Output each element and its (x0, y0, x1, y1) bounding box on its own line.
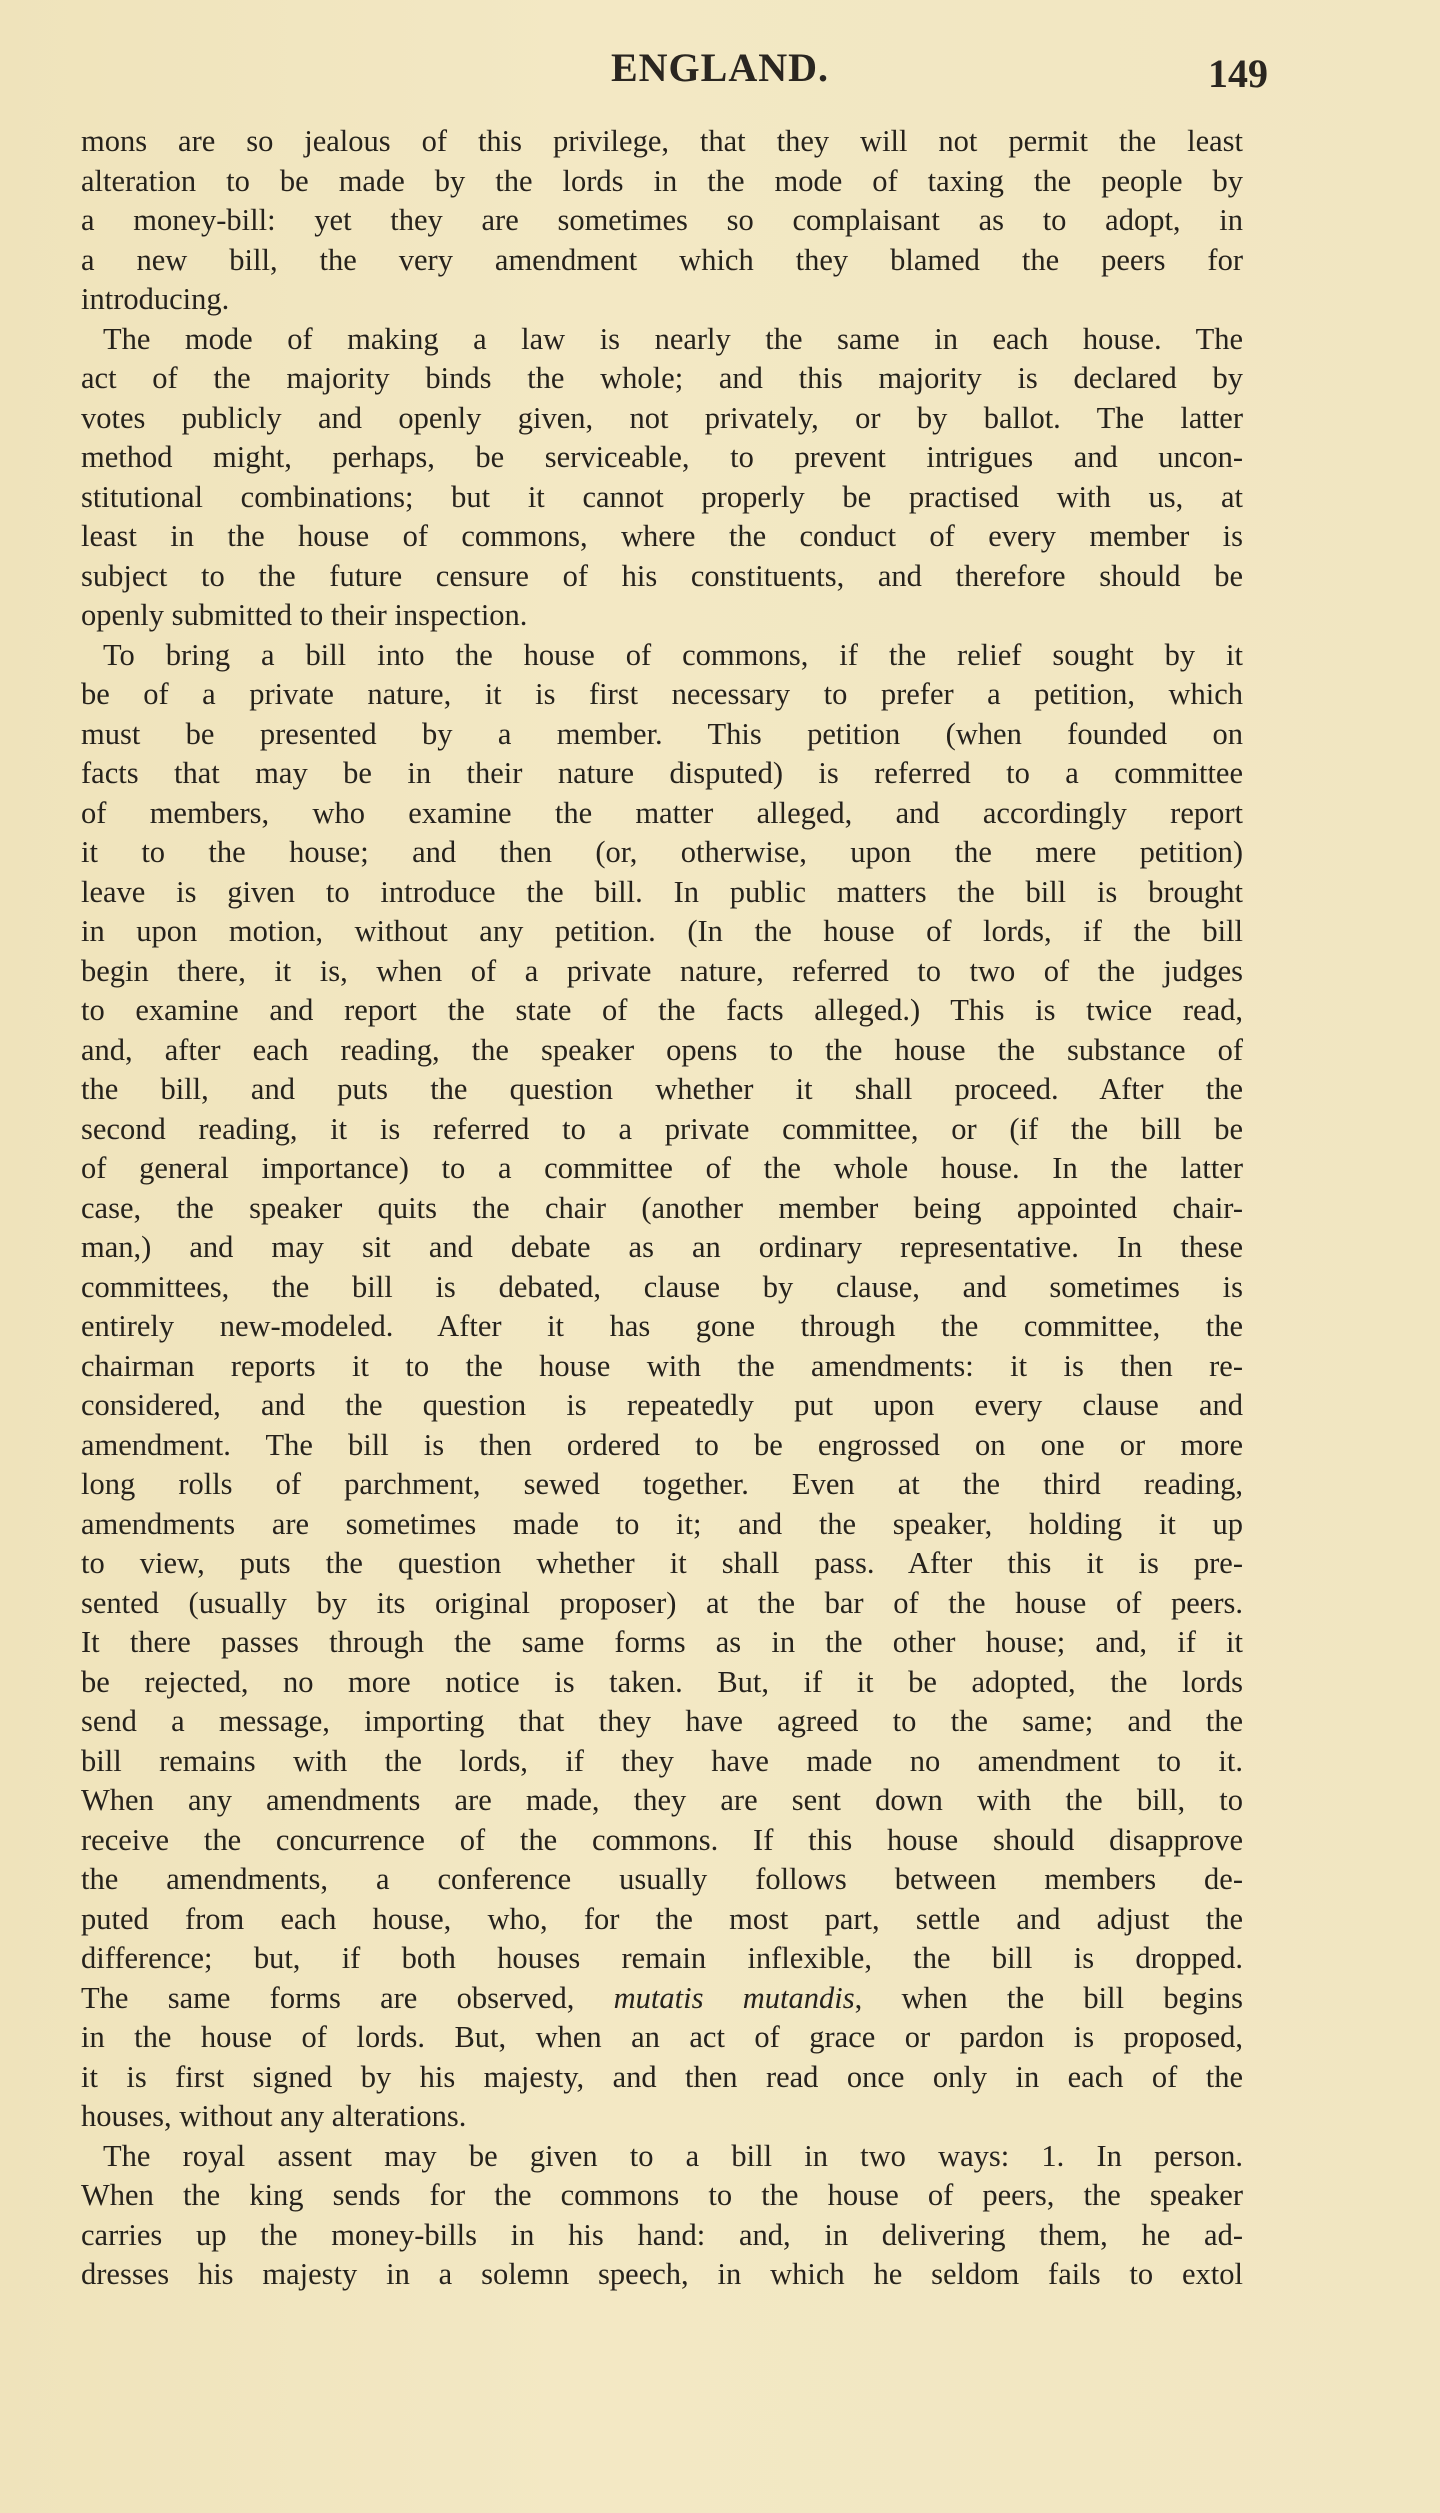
text-line: bill remains with the lords, if they have made no amendment to it. (81, 1743, 1243, 1778)
text-line: stitutional combinations; but it cannot properly be practised with us, at (81, 479, 1243, 514)
text-line: begin there, it is, when of a private nature, referred to two of the judges (81, 953, 1243, 988)
text-line: dresses his majesty in a solemn speech, in which he seldom fails to extol (81, 2257, 1243, 2291)
text-line: It there passes through the same forms as in the other house; and, if it (81, 1625, 1243, 1659)
text-line: introducing. (81, 282, 230, 316)
text-line: send a message, importing that they have agreed to the same; and the (81, 1704, 1243, 1738)
text-line: committees, the bill is debated, clause by clause, and sometimes is (81, 1269, 1243, 1304)
text-line: to view, puts the question whether it shall pass. After this it is pre- (81, 1546, 1243, 1580)
page-number: 149 (1208, 51, 1268, 96)
text-line: second reading, it is referred to a private committee, or (if the bill be (81, 1111, 1243, 1146)
text-line: To bring a bill into the house of commons, if the relief sought by it (103, 637, 1243, 672)
text-line: votes publicly and openly given, not privately, or by ballot. The latter (81, 400, 1243, 435)
text-line: amendments are sometimes made to it; and the speaker, holding it up (81, 1506, 1243, 1541)
text-line: leave is given to introduce the bill. In public matters the bill is brought (81, 874, 1243, 909)
text-line: of members, who examine the matter alleged, and accordingly report (81, 795, 1243, 830)
text-line: difference; but, if both houses remain inflexible, the bill is dropped. (81, 1941, 1243, 1975)
text-line: be of a private nature, it is first necessary to prefer a petition, which (81, 677, 1243, 711)
text-line: least in the house of commons, where the conduct of every member is (81, 519, 1243, 553)
text-line: openly submitted to their inspection. (81, 598, 528, 632)
text-line: considered, and the question is repeatedly put upon every clause and (81, 1388, 1243, 1422)
text-line: in upon motion, without any petition. (In the house of lords, if the bill (81, 914, 1243, 948)
text-line: a money-bill: yet they are sometimes so complaisant as to adopt, in (81, 203, 1243, 237)
text-line: facts that may be in their nature disputed) is referred to a committee (81, 756, 1243, 790)
text-line: The royal assent may be given to a bill in two ways: 1. In person. (103, 2138, 1243, 2173)
text-line: receive the concurrence of the commons. If this house should disapprove (81, 1822, 1243, 1857)
text-line: When the king sends for the commons to the house of peers, the speaker (81, 2178, 1243, 2212)
text-line: the bill, and puts the question whether it shall proceed. After the (81, 1072, 1243, 1106)
text-line: a new bill, the very amendment which they blamed the peers for (81, 242, 1243, 277)
text-line: sented (usually by its original proposer) at the bar of the house of peers. (81, 1585, 1243, 1620)
text-line: alteration to be made by the lords in the mode of taxing the people by (81, 163, 1243, 198)
body-text (81, 122, 1243, 2295)
text-line: chairman reports it to the house with the amendments: it is then re- (81, 1348, 1243, 1383)
text-line: of general importance) to a committee of the whole house. In the latter (81, 1151, 1243, 1185)
running-head-title: ENGLAND. (610, 45, 830, 90)
text-line: The same forms are observed, mutatis mutandis, when the bill begins (81, 1980, 1243, 2015)
text-line: method might, perhaps, be serviceable, to prevent intrigues and uncon- (81, 440, 1243, 474)
text-line: it is first signed by his majesty, and then read once only in each of the (81, 2059, 1243, 2094)
text-line: the amendments, a conference usually follows between members de- (81, 1862, 1243, 1896)
text-line: amendment. The bill is then ordered to be engrossed on one or more (81, 1427, 1243, 1462)
text-line: mons are so jealous of this privilege, that they will not permit the least (81, 124, 1243, 158)
text-line: in the house of lords. But, when an act of grace or pardon is proposed, (81, 2020, 1243, 2054)
text-line: carries up the money-bills in his hand: and, in delivering them, he ad- (81, 2217, 1243, 2252)
text-line: When any amendments are made, they are sent down with the bill, to (81, 1783, 1243, 1817)
text-line: long rolls of parchment, sewed together. Even at the third reading, (81, 1467, 1243, 1501)
running-head (0, 38, 1440, 98)
text-line: act of the majority binds the whole; and this majority is declared by (81, 361, 1243, 395)
text-line: must be presented by a member. This petition (when founded on (81, 716, 1243, 751)
text-line: entirely new-modeled. After it has gone through the committee, the (81, 1309, 1243, 1343)
text-line: to examine and report the state of the facts alleged.) This is twice read, (81, 993, 1243, 1027)
text-line: subject to the future censure of his constituents, and therefore should be (81, 558, 1243, 593)
text-line: and, after each reading, the speaker opens to the house the substance of (81, 1032, 1243, 1067)
italic-phrase: mutatis mutandis (613, 1980, 855, 2015)
text-line: houses, without any alterations. (81, 2099, 467, 2133)
text-line: it to the house; and then (or, otherwise, upon the mere petition) (81, 835, 1243, 869)
text-line: puted from each house, who, for the most part, settle and adjust the (81, 1901, 1243, 1936)
text-line: be rejected, no more notice is taken. But, if it be adopted, the lords (81, 1664, 1243, 1699)
text-line: The mode of making a law is nearly the same in each house. The (103, 321, 1243, 356)
text-line: man,) and may sit and debate as an ordinary representative. In these (81, 1230, 1243, 1264)
text-line: case, the speaker quits the chair (another member being appointed chair- (81, 1190, 1243, 1225)
